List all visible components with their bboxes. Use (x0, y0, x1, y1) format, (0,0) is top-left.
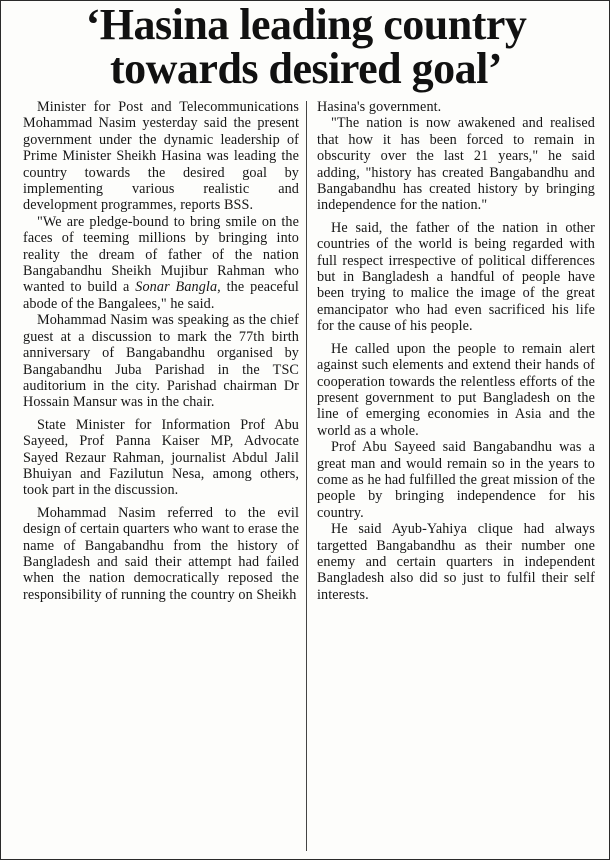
headline-line-2: towards desired goal’ (109, 44, 502, 93)
column-divider (306, 101, 307, 851)
paragraph-8: He called upon the people to remain alert against such elements and extend their hands of cooperation towards the relentless efforts of the present government to put Bangladesh on the line of emerging economies in Asia and the world as a whole. (317, 340, 595, 439)
paragraph-5-continued: Hasina's government. (317, 99, 442, 115)
paragraph-2 (23, 214, 299, 312)
headline (7, 0, 605, 93)
paragraph-1: Minister for Post and Telecommunications Mohammad Nasim yesterday said the present government under the dynamic leadership of Prime Minister Sheikh Hasina was leading the country towards the desired goal by implementing various realistic and development programmes, reports BSS. (23, 99, 299, 214)
paragraph-2-end: , the peaceful abode of the Bangalees," he said. (23, 279, 299, 312)
paragraph-2-start: "We are pledge-bound to bring smile on the faces of teeming millions by bringing into reality the dream of father of the nation Bangabandhu Sheikh Mujibur Rahman who wanted to build a (23, 213, 299, 296)
headline-line-1: ‘Hasina leading country (85, 0, 527, 49)
paragraph-6: "The nation is now awakened and realised that how it has been forced to remain in obscurity over the last 21 years," he said adding, "history has created Bangabandhu and Bangabandhu has created history by bringing independence for the nation." (317, 115, 595, 214)
paragraph-5: Mohammad Nasim referred to the evil design of certain quarters who want to erase the name of Bangabandhu from the history of Bangladesh and said their attempt had failed when the nation democratically reposed the responsibility of running the country on Sheikh (23, 504, 299, 603)
paragraph-9: Prof Abu Sayeed said Bangabandhu was a great man and would remain so in the years to come as he had fulfilled the great mission of the people by bringing independence for his country. (317, 439, 595, 521)
sonar-bangla-italic: Sonar Bangla (135, 279, 218, 296)
paragraph-7: He said, the father of the nation in other countries of the world is being regarded with full respect irrespective of political differences but in Bangladesh a handful of people have been trying to malice the image of the great emancipator who had even sacrificed his life for the cause of his people. (317, 219, 595, 335)
paragraph-4: State Minister for Information Prof Abu Sayeed, Prof Panna Kaiser MP, Advocate Sayed Rezaur Rahman, journalist Abdul Jalil Bhuiyan and Fazilutun Nesa, among others, took part in the discussion. (23, 416, 299, 499)
article-column-left (23, 99, 299, 853)
paragraph-10: He said Ayub-Yahiya clique had always targetted Bangabandhu as their number one enemy and certain quarters in independent Bangladesh also did so just to fulfil their self interests. (317, 521, 595, 603)
paragraph-3: Mohammad Nasim was speaking as the chief guest at a discussion to mark the 77th birth anniversary of Bangabandhu organised by Bangabandhu Juba Parishad in the TSC auditorium in the city. Parishad chairman Dr Hossain Mansur was in the chair. (23, 312, 299, 411)
article-column-right (317, 99, 595, 853)
